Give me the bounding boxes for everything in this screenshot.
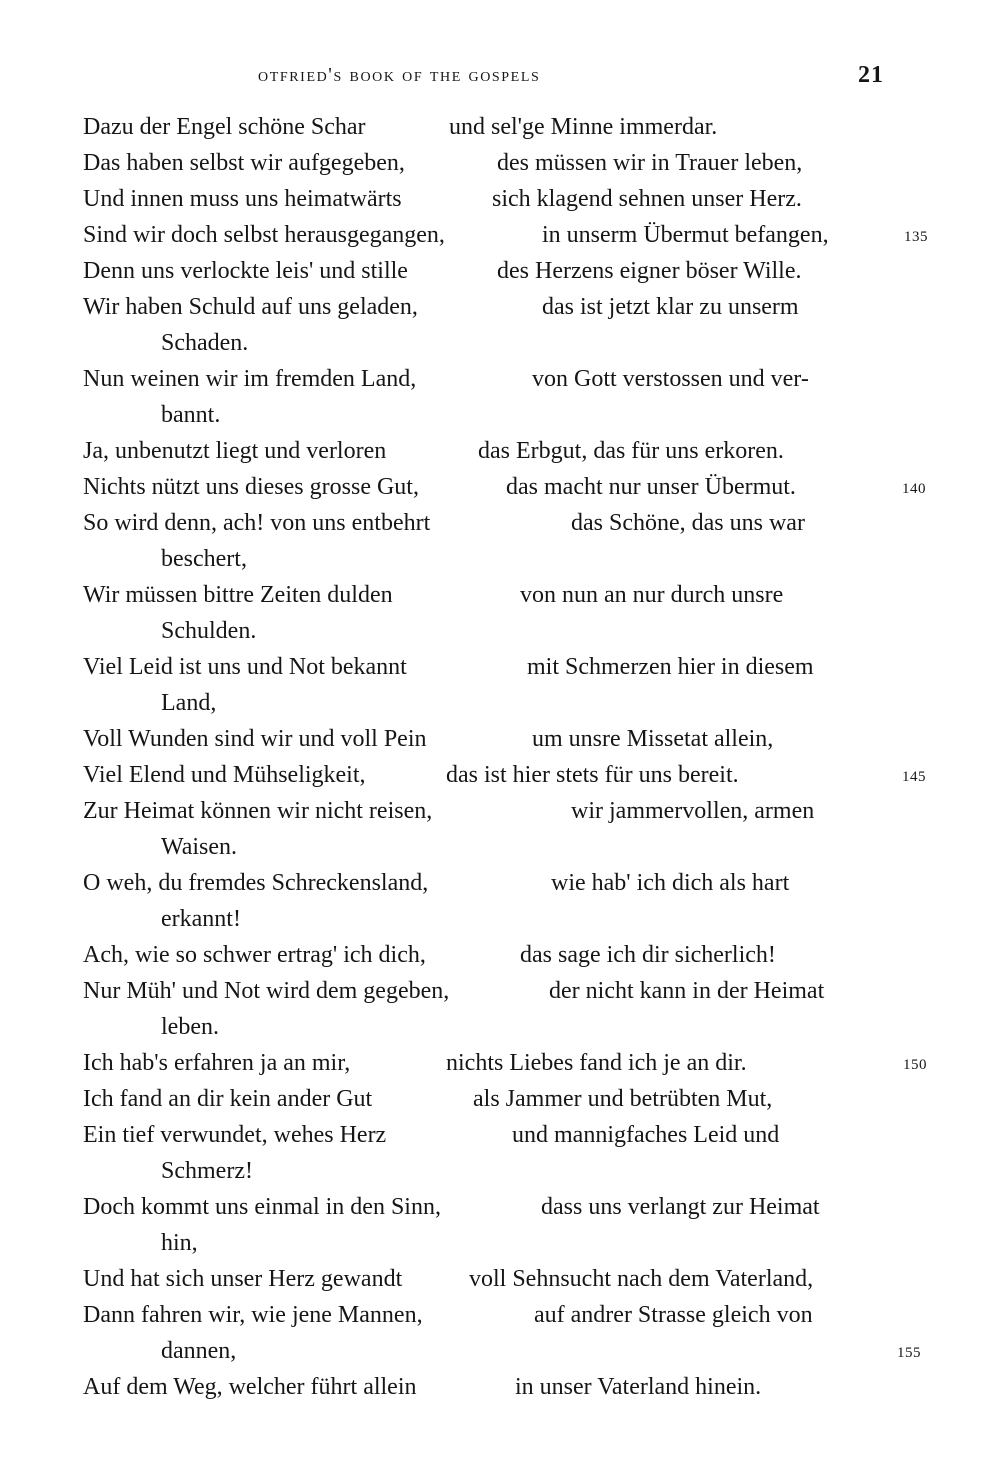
verse-second-half: und mannigfaches Leid und <box>512 1122 780 1148</box>
verse-line-continuation <box>0 829 1000 865</box>
verse-second-half: das Schöne, das uns war <box>571 510 805 536</box>
verse-line-continuation <box>0 901 1000 937</box>
verse-second-half: das ist jetzt klar zu unserm <box>542 294 799 320</box>
verse-line <box>0 505 1000 541</box>
verse-first-half: Ach, wie so schwer ertrag' ich dich, <box>83 942 426 968</box>
verse-line-continuation <box>0 1153 1000 1189</box>
verse-second-half: das macht nur unser Übermut. <box>506 474 796 500</box>
verse-line <box>0 145 1000 181</box>
verse-line <box>0 433 1000 469</box>
verse-first-half: Auf dem Weg, welcher führt allein <box>83 1374 417 1400</box>
verse-second-half: um unsre Missetat allein, <box>532 726 774 752</box>
verse-second-half: des müssen wir in Trauer leben, <box>497 150 803 176</box>
verse-second-half: wir jammervollen, armen <box>571 798 815 824</box>
verse-wrap: beschert, <box>161 546 247 572</box>
verse-first-half: Dann fahren wir, wie jene Mannen, <box>83 1302 423 1328</box>
verse-wrap: Schmerz! <box>161 1158 253 1184</box>
verse-line <box>0 1369 1000 1405</box>
verse-first-half: Sind wir doch selbst herausgegangen, <box>83 222 445 248</box>
verse-first-half: Denn uns verlockte leis' und stille <box>83 258 408 284</box>
verse-second-half: das ist hier stets für uns bereit. <box>446 762 739 788</box>
running-header <box>0 64 1000 96</box>
verse-first-half: Voll Wunden sind wir und voll Pein <box>83 726 427 752</box>
verse-line <box>0 1081 1000 1117</box>
verse-first-half: Wir haben Schuld auf uns geladen, <box>83 294 418 320</box>
verse-first-half: Nur Müh' und Not wird dem gegeben, <box>83 978 450 1004</box>
verse-first-half: Ja, unbenutzt liegt und verloren <box>83 438 387 464</box>
verse-first-half: Und innen muss uns heimatwärts <box>83 186 402 212</box>
verse-line-continuation <box>0 613 1000 649</box>
verse-second-half: wie hab' ich dich als hart <box>551 870 790 896</box>
verse-first-half: Das haben selbst wir aufgegeben, <box>83 150 405 176</box>
verse-first-half: Und hat sich unser Herz gewandt <box>83 1266 403 1292</box>
verse-wrap: Waisen. <box>161 834 238 860</box>
poem-body <box>0 109 1000 1405</box>
verse-line <box>0 253 1000 289</box>
line-number: 135 <box>904 229 928 245</box>
verse-line-continuation <box>0 541 1000 577</box>
line-number: 155 <box>897 1345 921 1361</box>
verse-line <box>0 361 1000 397</box>
verse-line <box>0 757 1000 793</box>
verse-wrap: Schaden. <box>161 330 249 356</box>
verse-wrap: erkannt! <box>161 906 241 932</box>
verse-wrap: bannt. <box>161 402 221 428</box>
verse-line <box>0 1297 1000 1333</box>
verse-line <box>0 649 1000 685</box>
verse-first-half: Dazu der Engel schöne Schar <box>83 114 366 140</box>
verse-line <box>0 1117 1000 1153</box>
verse-line-continuation <box>0 397 1000 433</box>
verse-second-half: in unser Vaterland hinein. <box>515 1374 762 1400</box>
verse-second-half: von nun an nur durch unsre <box>520 582 784 608</box>
verse-second-half: als Jammer und betrübten Mut, <box>473 1086 773 1112</box>
line-number: 150 <box>903 1057 927 1073</box>
line-number: 145 <box>902 769 926 785</box>
verse-second-half: und sel'ge Minne immerdar. <box>449 114 718 140</box>
verse-line <box>0 865 1000 901</box>
verse-line <box>0 577 1000 613</box>
verse-line <box>0 109 1000 145</box>
verse-line <box>0 217 1000 253</box>
verse-first-half: Nun weinen wir im fremden Land, <box>83 366 417 392</box>
verse-first-half: Viel Elend und Mühseligkeit, <box>83 762 366 788</box>
verse-line-continuation <box>0 1333 1000 1369</box>
verse-line-continuation <box>0 325 1000 361</box>
running-title: otfried's book of the gospels <box>258 64 541 86</box>
verse-second-half: dass uns verlangt zur Heimat <box>541 1194 820 1220</box>
verse-first-half: Ich fand an dir kein ander Gut <box>83 1086 373 1112</box>
verse-first-half: Wir müssen bittre Zeiten dulden <box>83 582 393 608</box>
verse-first-half: Nichts nützt uns dieses grosse Gut, <box>83 474 419 500</box>
verse-second-half: nichts Liebes fand ich je an dir. <box>446 1050 747 1076</box>
verse-second-half: in unserm Übermut befangen, <box>542 222 829 248</box>
verse-wrap: Land, <box>161 690 217 716</box>
verse-line-continuation <box>0 685 1000 721</box>
verse-second-half: mit Schmerzen hier in diesem <box>527 654 814 680</box>
verse-second-half: das Erbgut, das für uns erkoren. <box>478 438 784 464</box>
verse-first-half: Viel Leid ist uns und Not bekannt <box>83 654 407 680</box>
verse-line <box>0 973 1000 1009</box>
verse-line-continuation <box>0 1225 1000 1261</box>
verse-first-half: Ein tief verwundet, wehes Herz <box>83 1122 387 1148</box>
page-number: 21 <box>858 62 884 88</box>
verse-line <box>0 1189 1000 1225</box>
verse-line <box>0 469 1000 505</box>
verse-line <box>0 181 1000 217</box>
verse-second-half: sich klagend sehnen unser Herz. <box>492 186 802 212</box>
verse-second-half: von Gott verstossen und ver- <box>532 366 809 392</box>
verse-first-half: O weh, du fremdes Schreckensland, <box>83 870 429 896</box>
verse-wrap: dannen, <box>161 1338 237 1364</box>
verse-line <box>0 793 1000 829</box>
verse-wrap: hin, <box>161 1230 198 1256</box>
verse-second-half: voll Sehnsucht nach dem Vaterland, <box>469 1266 814 1292</box>
verse-first-half: So wird denn, ach! von uns entbehrt <box>83 510 431 536</box>
verse-line <box>0 289 1000 325</box>
verse-second-half: das sage ich dir sicherlich! <box>520 942 776 968</box>
verse-wrap: Schulden. <box>161 618 257 644</box>
verse-line-continuation <box>0 1009 1000 1045</box>
verse-line <box>0 1261 1000 1297</box>
verse-second-half: des Herzens eigner böser Wille. <box>497 258 802 284</box>
verse-line <box>0 721 1000 757</box>
verse-line <box>0 937 1000 973</box>
verse-line <box>0 1045 1000 1081</box>
verse-first-half: Doch kommt uns einmal in den Sinn, <box>83 1194 441 1220</box>
verse-first-half: Zur Heimat können wir nicht reisen, <box>83 798 433 824</box>
verse-wrap: leben. <box>161 1014 219 1040</box>
line-number: 140 <box>902 481 926 497</box>
verse-second-half: der nicht kann in der Heimat <box>549 978 825 1004</box>
verse-first-half: Ich hab's erfahren ja an mir, <box>83 1050 351 1076</box>
verse-second-half: auf andrer Strasse gleich von <box>534 1302 813 1328</box>
